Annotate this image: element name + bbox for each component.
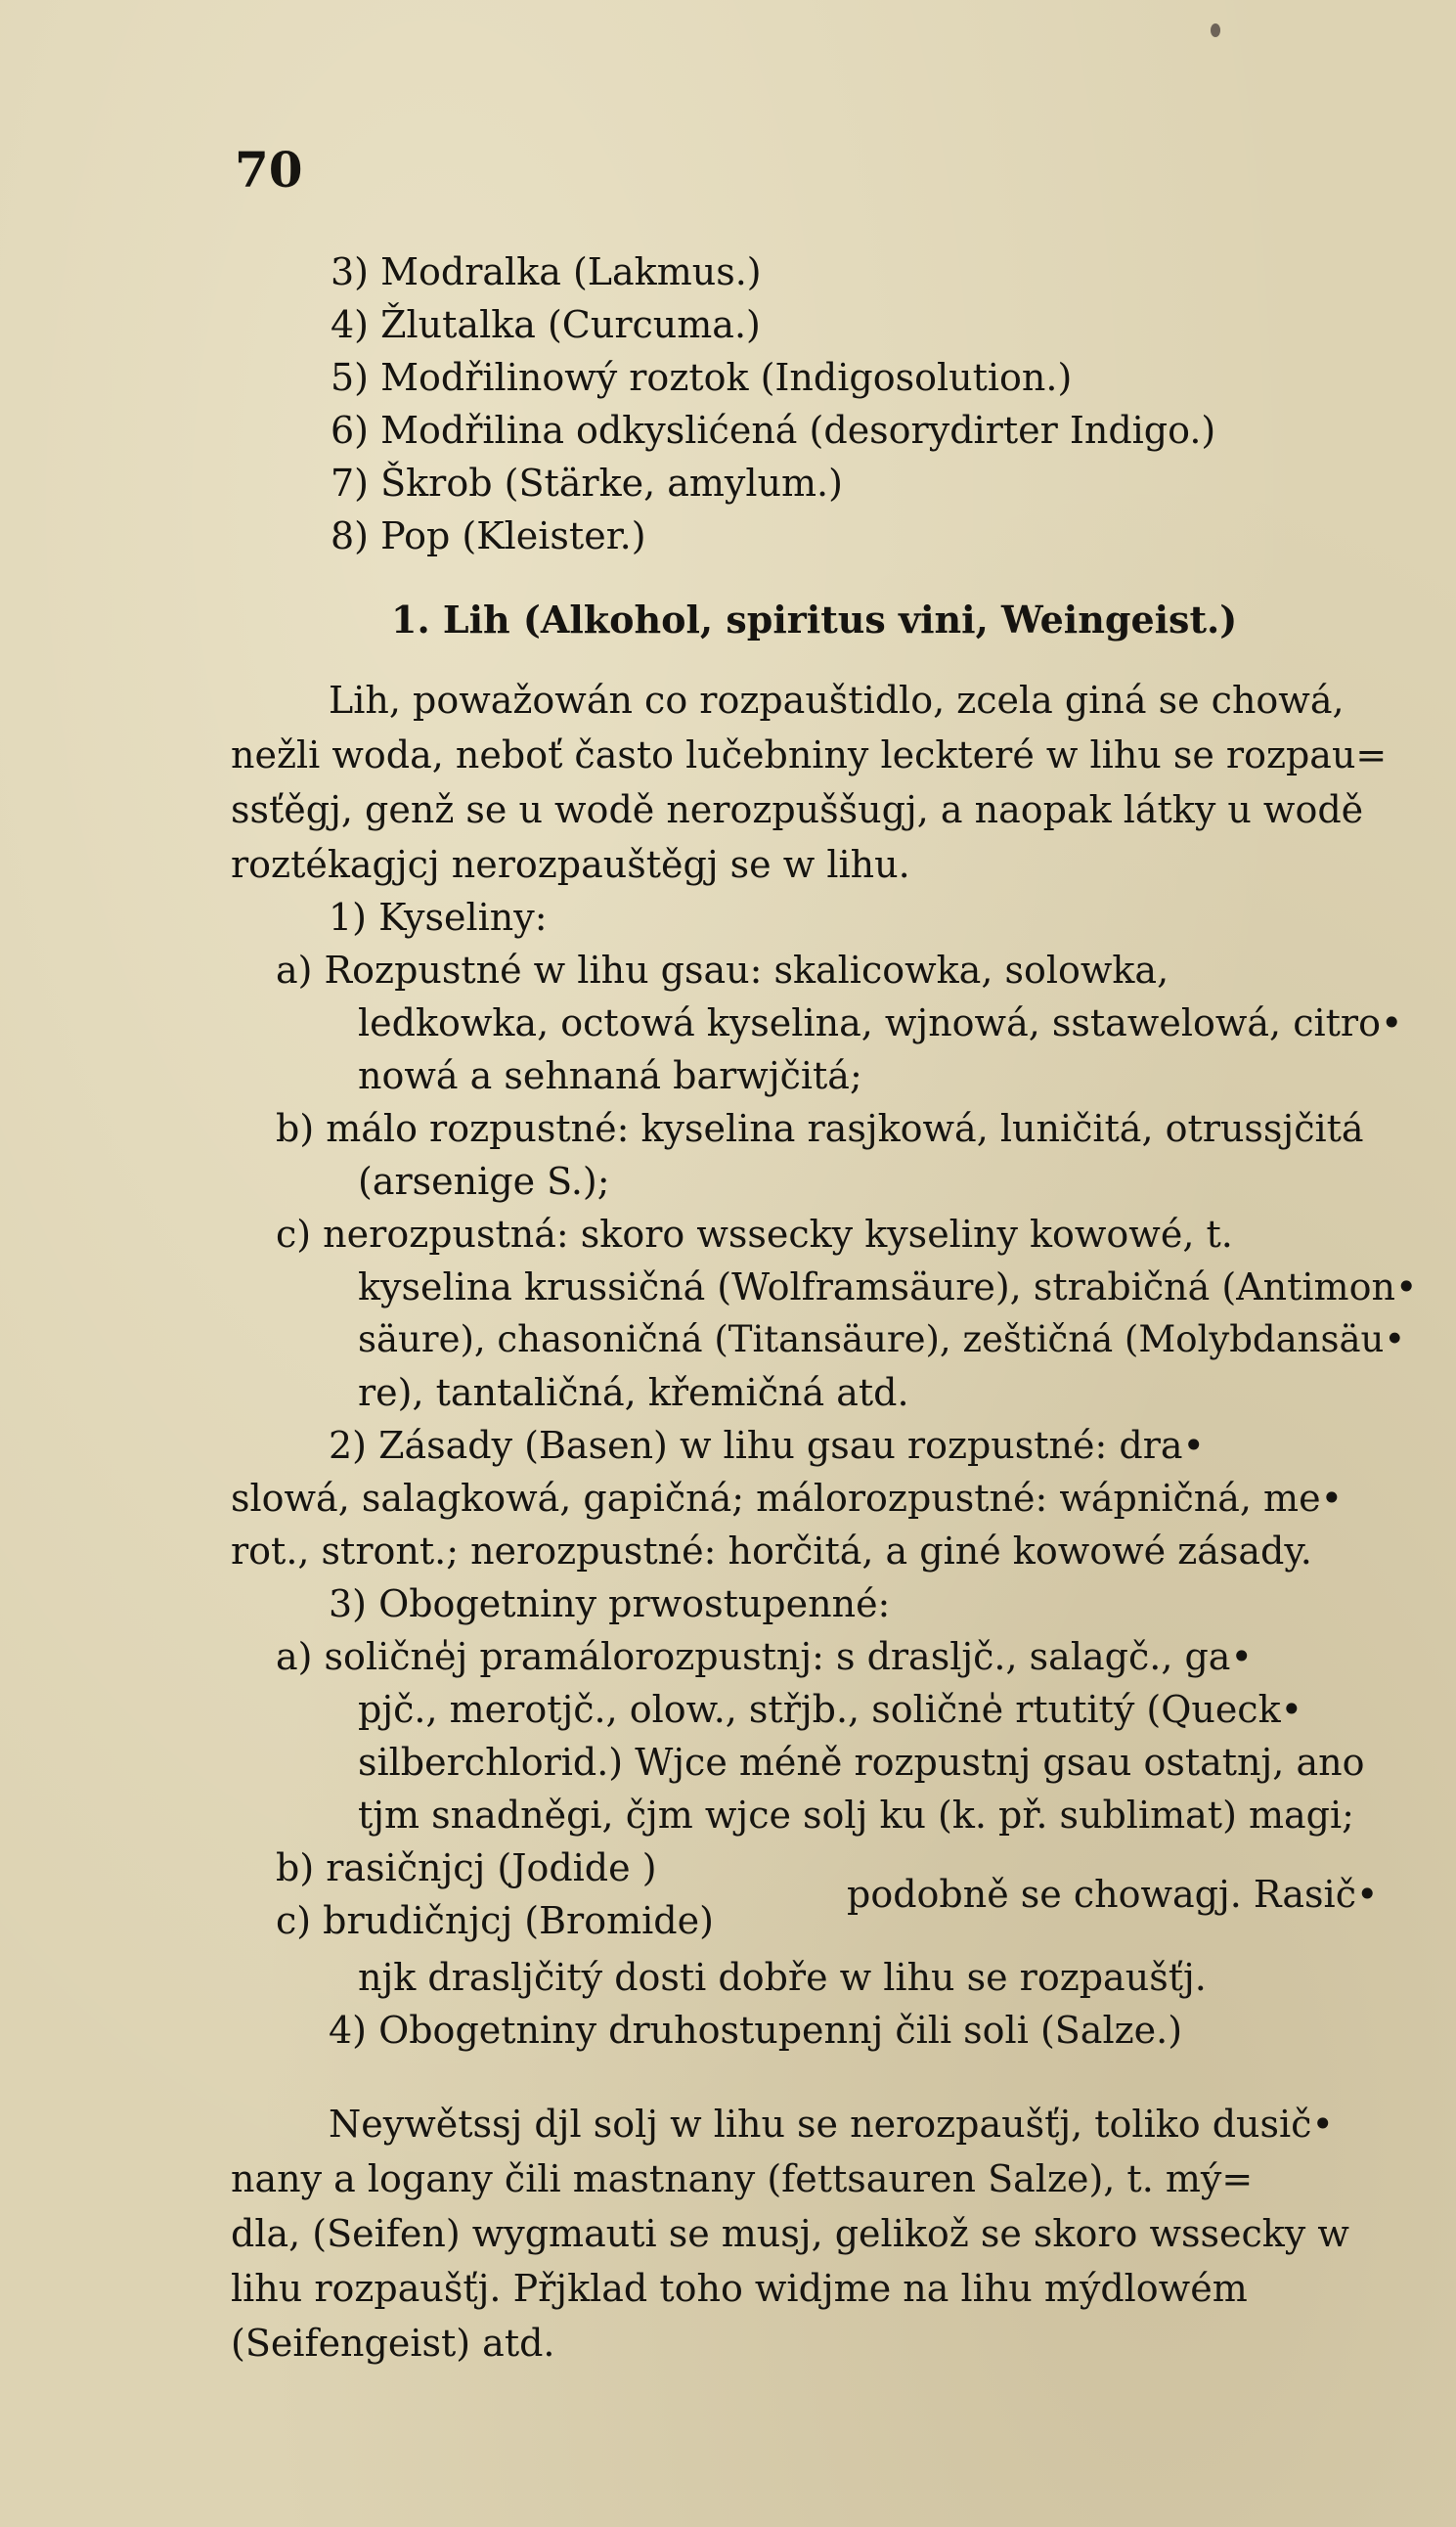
- page-number: 70: [235, 141, 303, 199]
- paragraph-line: säure), chasoničná (Titansäure), zeštičná (Molybdansäu•: [358, 1318, 1406, 1360]
- paragraph-line: dla, (Seifen) wygmauti se musj, gelikož se skoro wssecky w: [231, 2212, 1349, 2255]
- paragraph-line: nany a logany čili mastnany (fettsauren Salze), t. mý=: [231, 2157, 1254, 2200]
- list-item: 5) Modřilinowý roztok (Indigosolution.): [331, 356, 1073, 399]
- paragraph-line: pjč., merotjč., olow., střjb., solične̍ rtutitý (Queck•: [358, 1688, 1303, 1731]
- paragraph-line: rot., stront.; nerozpustné: horčitá, a giné kowowé zásady.: [231, 1530, 1312, 1573]
- paragraph-line: 3) Obogetniny prwostupenné:: [329, 1582, 891, 1625]
- paragraph-line: kyselina krussičná (Wolframsäure), strabičná (Antimon•: [358, 1265, 1418, 1308]
- list-item: 6) Modřilina odkyslićená (desorydirter Indigo.): [331, 409, 1216, 452]
- paragraph-line: Neywětssj djl solj w lihu se nerozpaušťj, toliko dusič•: [329, 2103, 1334, 2146]
- paragraph-line: (Seifengeist) atd.: [231, 2322, 555, 2365]
- paragraph-line: roztékagjcj nerozpauštěgj se w lihu.: [231, 843, 910, 886]
- paragraph-line: tjm snadněgi, čjm wjce solj ku (k. př. sublimat) magi;: [358, 1794, 1354, 1837]
- brace-side-text: podobně se chowagj. Rasič•: [847, 1873, 1379, 1916]
- paragraph-line: a) solične̍j pramálorozpustnj: s drasljč., salagč., ga•: [276, 1635, 1253, 1678]
- paragraph-line: c) brudičnjcj (Bromide): [276, 1899, 714, 1942]
- section-heading: 1. Lih (Alkohol, spiritus vini, Weingeist.): [391, 598, 1238, 642]
- list-item: 7) Škrob (Stärke, amylum.): [331, 462, 843, 505]
- ink-spot: [1211, 23, 1220, 37]
- paragraph-line: nowá a sehnaná barwjčitá;: [358, 1054, 862, 1097]
- paragraph-line: (arsenige S.);: [358, 1160, 610, 1203]
- paragraph-line: b) málo rozpustné: kyselina rasjkowá, luničitá, otrussjčitá: [276, 1107, 1364, 1150]
- paragraph-line: ledkowka, octowá kyselina, wjnowá, sstawelowá, citro•: [358, 1001, 1403, 1044]
- list-item: 3) Modralka (Lakmus.): [331, 250, 762, 293]
- paragraph-line: lihu rozpaušťj. Přjklad toho widjme na lihu mýdlowém: [231, 2267, 1248, 2310]
- paragraph-line: 1) Kyseliny:: [329, 896, 548, 939]
- paragraph-line: slowá, salagkowá, gapičná; málorozpustné: wápničná, me•: [231, 1477, 1343, 1520]
- list-item: 8) Pop (Kleister.): [331, 514, 646, 557]
- paragraph-line: 2) Zásady (Basen) w lihu gsau rozpustné: dra•: [329, 1424, 1205, 1467]
- paragraph-line: nežli woda, neboť často lučebniny leckteré w lihu se rozpau=: [231, 733, 1388, 776]
- paragraph-line: re), tantaličná, křemičná atd.: [358, 1371, 909, 1414]
- list-item: 4) Žlutalka (Curcuma.): [331, 303, 761, 346]
- paragraph-line: ssťěgj, genž se u wodě nerozpuššugj, a naopak látky u wodě: [231, 788, 1364, 831]
- paragraph-line: silberchlorid.) Wjce méně rozpustnj gsau ostatnj, ano: [358, 1741, 1365, 1784]
- paragraph-line: c) nerozpustná: skoro wssecky kyseliny kowowé, t.: [276, 1213, 1233, 1256]
- paragraph-line: njk drasljčitý dosti dobře w lihu se rozpaušťj.: [358, 1956, 1207, 1999]
- paragraph-line: a) Rozpustné w lihu gsau: skalicowka, solowka,: [276, 949, 1169, 992]
- paragraph-line: b) rasičnjcj (Jodide ): [276, 1846, 657, 1889]
- paragraph-line: 4) Obogetniny druhostupennj čili soli (Salze.): [329, 2009, 1183, 2052]
- paragraph-line: Lih, powažowán co rozpauštidlo, zcela giná se chowá,: [329, 679, 1345, 722]
